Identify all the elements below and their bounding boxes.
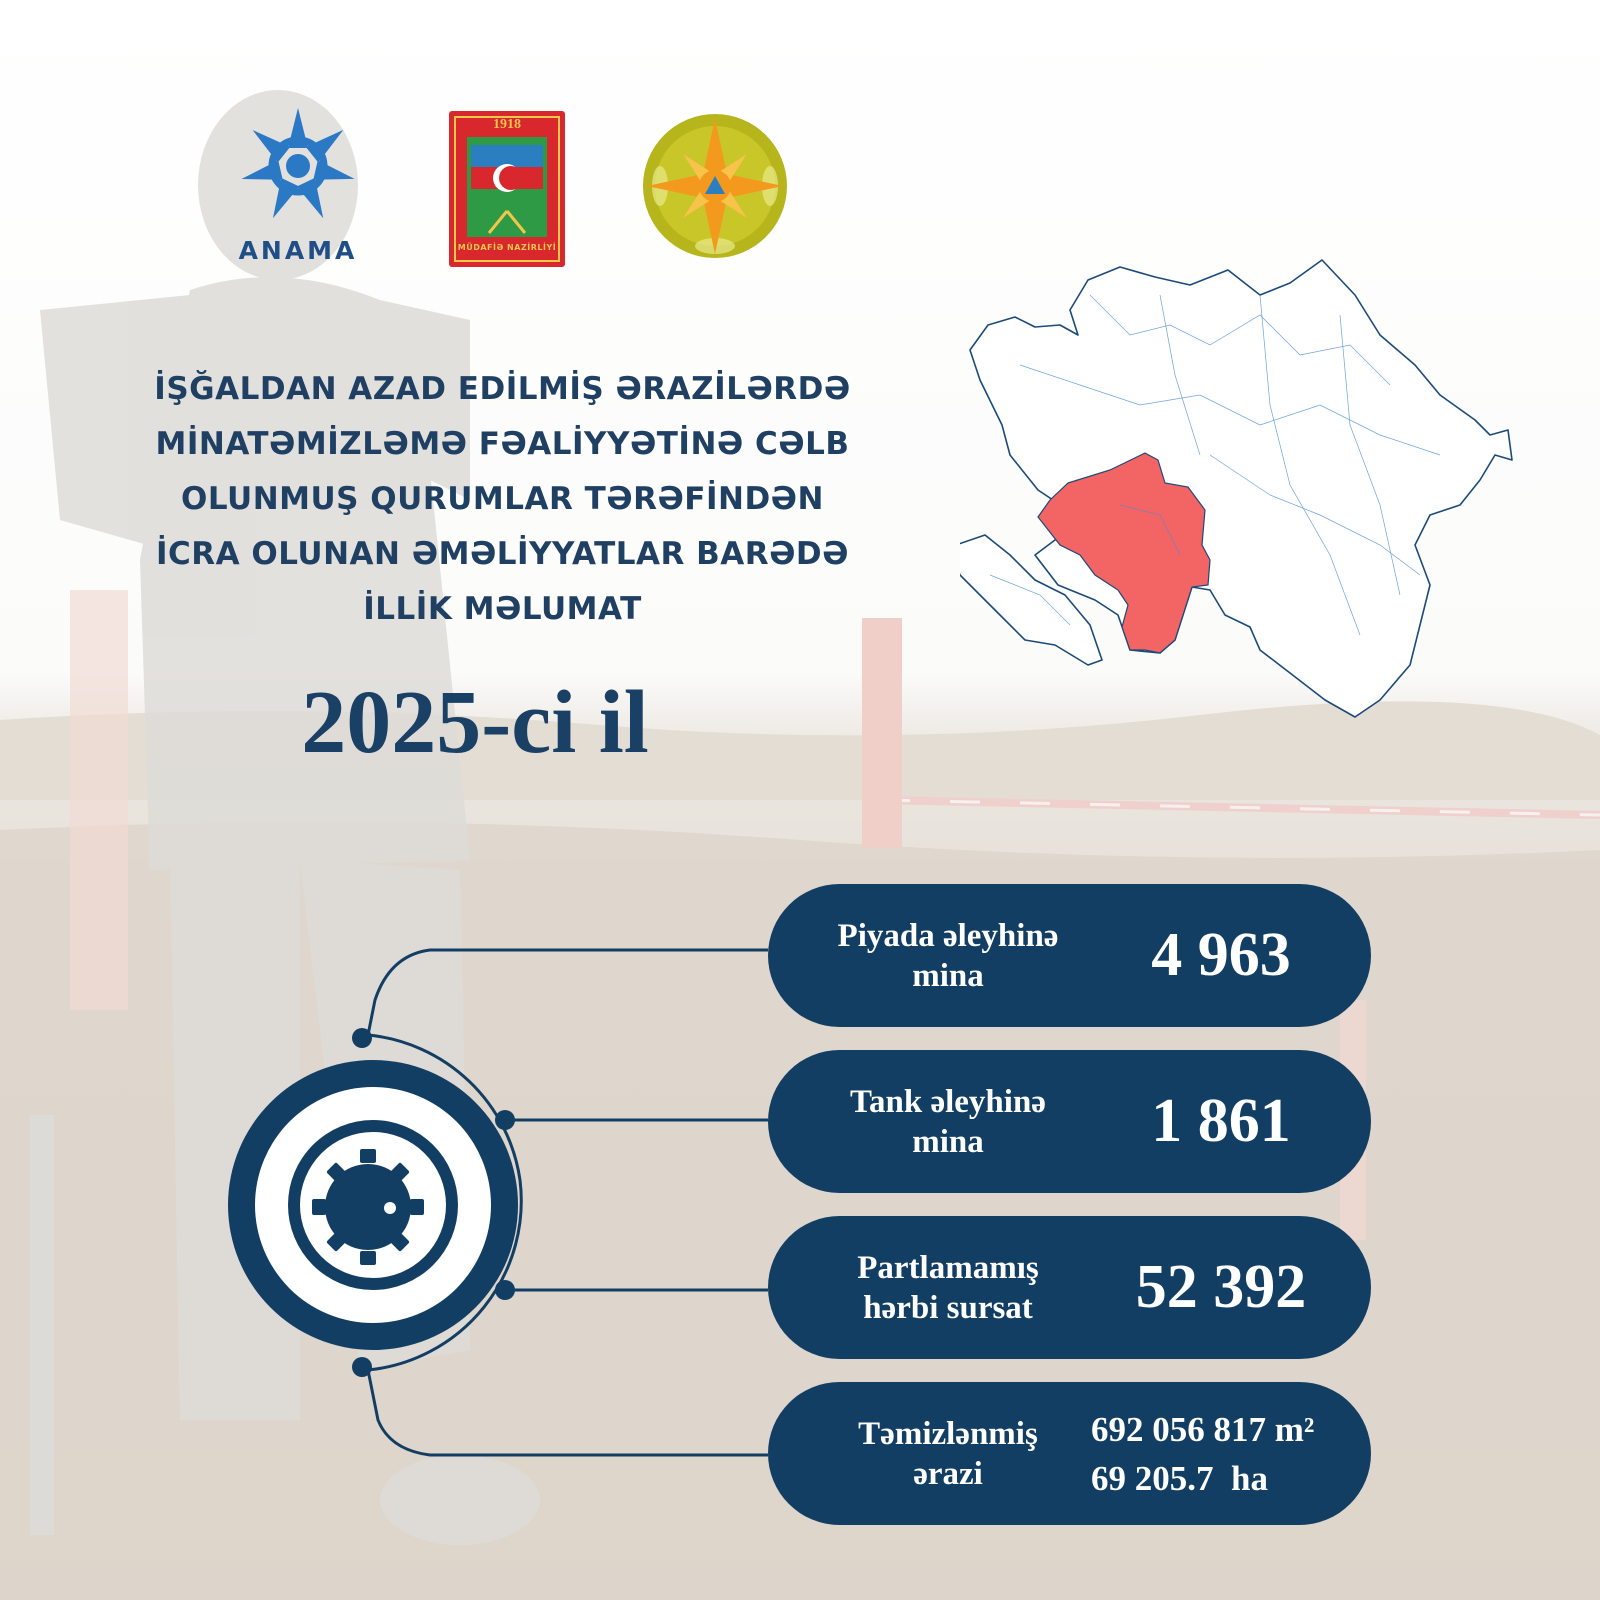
stat-pill-cleared-area [768,1382,1371,1525]
stat-label-line1: Piyada əleyhinə [837,917,1059,954]
stat-label-line1: Partlamamış [857,1249,1039,1286]
stat-label-line2: ərazi [913,1455,983,1492]
anama-logo-text: ANAMA [238,236,358,265]
connector-node-3 [495,1280,515,1300]
stat-values [1086,1382,1356,1525]
stat-label [798,1216,1098,1359]
title-line-3: OLUNMUŞ QURUMLAR TƏRƏFİNDƏN [181,481,824,517]
stat-value-square-meters: 692 056 817 m² [1091,1409,1315,1449]
title-line-2: MİNATƏMİZLƏMƏ FƏALİYYƏTİNƏ CƏLB [155,426,850,462]
stat-value-hectares: 69 205.7 ha [1091,1458,1268,1498]
stat-pill-unexploded-ordnance [768,1216,1371,1359]
title-line-1: İŞĞALDAN AZAD EDİLMİŞ ƏRAZİLƏRDƏ [154,371,851,407]
connector-node-1 [352,1028,372,1048]
stat-label-line1: Tank əleyhinə [850,1083,1046,1120]
stat-label [798,1382,1098,1525]
stat-label [798,1050,1098,1193]
stat-label-line2: mina [912,1123,984,1160]
year-heading: 2025-ci il [301,673,649,772]
stat-label-line2: mina [912,957,984,994]
stat-value: 1 861 [1151,1087,1291,1155]
landmine-icon [228,1060,518,1350]
connector-node-2 [495,1110,515,1130]
stat-value: 52 392 [1135,1253,1307,1321]
stat-pill-antipersonnel-mines [768,884,1371,1027]
stat-label-line2: hərbi sursat [863,1289,1033,1326]
stat-pill-antitank-mines [768,1050,1371,1193]
stat-value: 4 963 [1151,921,1291,989]
title-line-4: İCRA OLUNAN ƏMƏLİYYATLAR BARƏDƏ [155,536,849,572]
mod-ring-text: MÜDAFİƏ NAZİRLİYİ [457,243,557,252]
connector-node-4 [352,1357,372,1377]
stat-label-line1: Təmizlənmiş [858,1415,1038,1452]
title-line-5: İLLİK MƏLUMAT [363,591,642,627]
mod-year: 1918 [493,117,521,132]
stat-label [798,884,1098,1027]
